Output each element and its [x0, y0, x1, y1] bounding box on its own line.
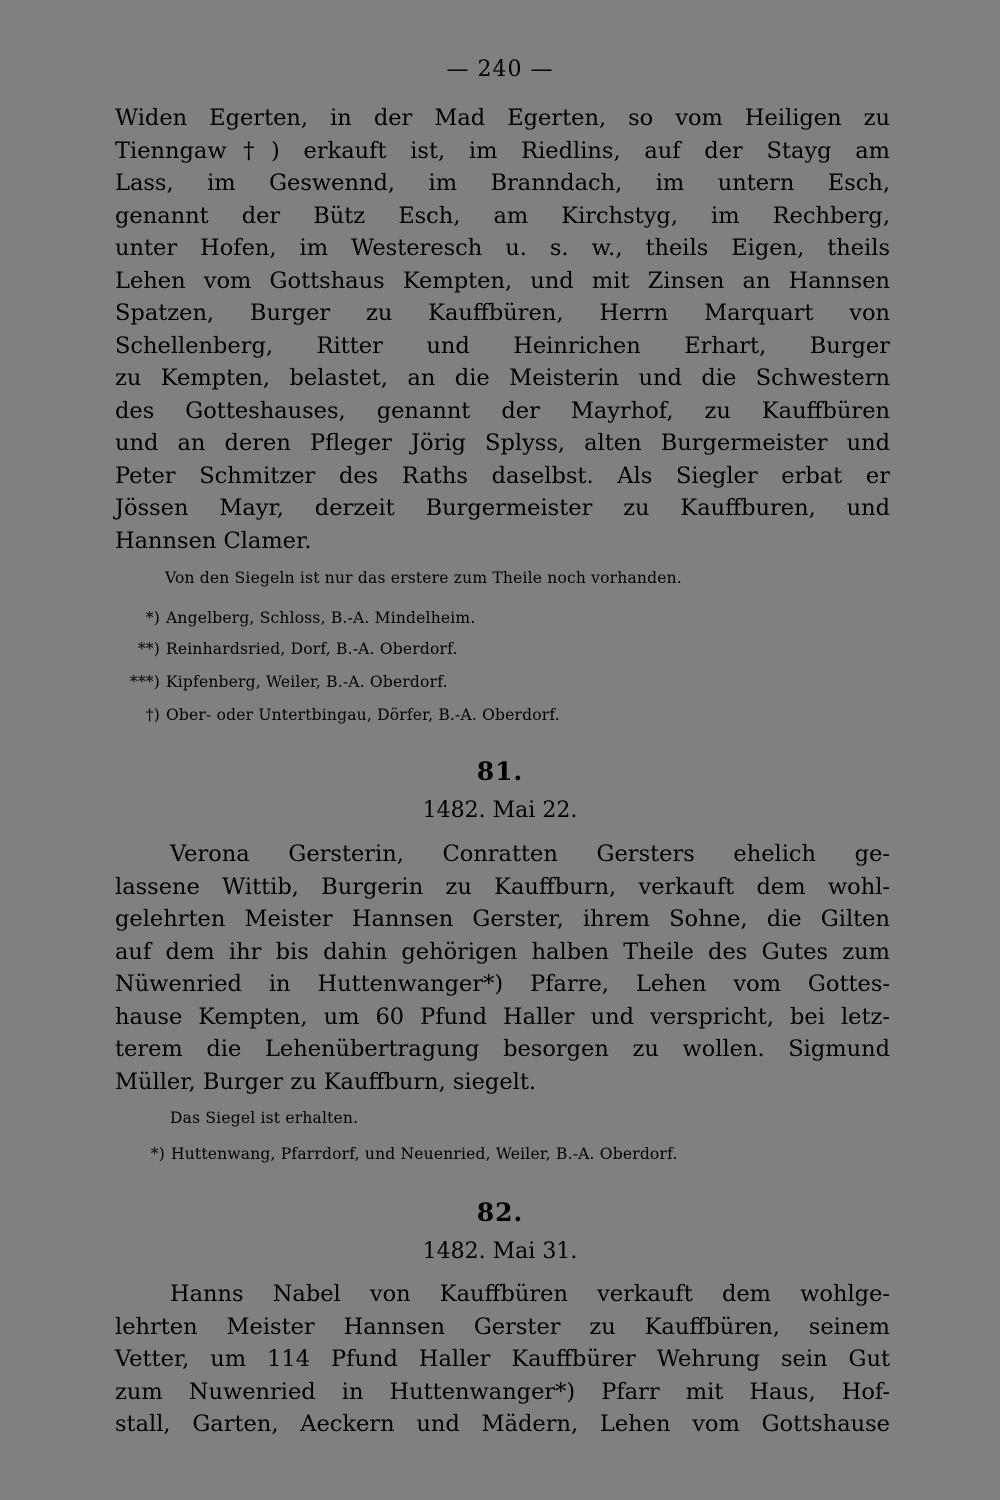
footnote-mark: **) — [137, 640, 160, 658]
text-line: Jössen Mayr, derzeit Burgermeister zu Kauffburen, und — [115, 495, 890, 521]
footnote — [0, 606, 900, 630]
text-line: Müller, Burger zu Kauffburn, siegelt. — [115, 1068, 537, 1095]
text-line: Lehen vom Gottshaus Kempten, und mit Zinsen an Hannsen — [115, 267, 890, 294]
text-line: Spatzen, Burger zu Kauffbüren, Herrn Marquart von — [115, 300, 890, 326]
text-line: lehrten Meister Hannsen Gerster zu Kauffbüren, seinem — [115, 1313, 890, 1340]
text-line: Nüwenried in Huttenwanger*) Pfarre, Lehen vom Gottes- — [115, 971, 890, 997]
text-line: Verona Gersterin, Conratten Gersters ehelich ge- — [170, 841, 890, 867]
text-line: terem die Lehenübertragung besorgen zu wollen. Sigmund — [115, 1036, 890, 1062]
text-line: stall, Garten, Aeckern und Mädern, Lehen vom Gottshause — [115, 1411, 890, 1437]
footnote-text: Ober- oder Untertbingau, Dörfer, B.-A. Oberdorf. — [166, 706, 560, 724]
text-line: lassene Wittib, Burgerin zu Kauffburn, verkauft dem wohl- — [115, 873, 890, 900]
document-number: 82. — [476, 1198, 524, 1227]
document-paragraph — [115, 1278, 890, 1441]
document-number: 81. — [476, 757, 524, 786]
footnote-text: Kipfenberg, Weiler, B.-A. Oberdorf. — [166, 673, 448, 691]
text-line: zum Nuwenried in Huttenwanger*) Pfarr mit Haus, Hof- — [115, 1378, 890, 1405]
text-line: unter Hofen, im Westeresch u. s. w., theils Eigen, theils — [115, 235, 890, 261]
footnote — [0, 670, 900, 694]
text-line: Hannsen Clamer. — [115, 527, 312, 554]
footnote-mark: †) — [145, 706, 160, 724]
page-number: — 240 — — [446, 57, 554, 82]
footnote — [0, 637, 900, 661]
text-line: genannt der Bütz Esch, am Kirchstyg, im Rechberg, — [115, 202, 890, 229]
footnote-text: Huttenwang, Pfarrdorf, und Neuenried, Weiler, B.-A. Oberdorf. — [171, 1145, 678, 1163]
footnote-text: Angelberg, Schloss, B.-A. Mindelheim. — [166, 609, 476, 627]
continuation-paragraph — [115, 102, 890, 557]
footnote — [0, 1142, 900, 1166]
document-date: 1482. Mai 22. — [422, 798, 578, 823]
footnote-mark: *) — [145, 609, 160, 627]
text-line: hause Kempten, um 60 Pfund Haller und verspricht, bei letz- — [115, 1003, 890, 1030]
text-line: Vetter, um 114 Pfund Haller Kauffbürer Wehrung sein Gut — [115, 1346, 890, 1372]
seal-note: Das Siegel ist erhalten. — [170, 1109, 359, 1127]
footnote-mark: ***) — [129, 673, 160, 691]
document-date: 1482. Mai 31. — [422, 1239, 578, 1264]
text-line: Schellenberg, Ritter und Heinrichen Erhart, Burger — [115, 332, 890, 359]
text-line: gelehrten Meister Hannsen Gerster, ihrem Sohne, die Gilten — [115, 906, 890, 932]
text-line: und an deren Pfleger Jörig Splyss, alten Burgermeister und — [115, 430, 890, 456]
footnote-text: Reinhardsried, Dorf, B.-A. Oberdorf. — [166, 640, 458, 658]
text-line: Peter Schmitzer des Raths daselbst. Als Siegler erbat er — [115, 462, 890, 489]
text-line: Tienngaw†) erkauft ist, im Riedlins, auf der Stayg am — [115, 137, 890, 164]
text-line: Hanns Nabel von Kauffbüren verkauft dem wohlge- — [170, 1281, 890, 1307]
seal-note: Von den Siegeln ist nur das erstere zum Theile noch vorhanden. — [165, 569, 682, 587]
text-line: Lass, im Geswennd, im Branndach, im untern Esch, — [115, 170, 890, 196]
text-line: Widen Egerten, in der Mad Egerten, so vom Heiligen zu — [115, 105, 890, 131]
text-line: zu Kempten, belastet, an die Meisterin und die Schwestern — [115, 365, 890, 391]
document-paragraph — [115, 838, 890, 1098]
footnote — [0, 703, 900, 727]
footnote-mark: *) — [150, 1145, 165, 1163]
text-line: auf dem ihr bis dahin gehörigen halben Theile des Gutes zum — [115, 938, 890, 965]
text-line: des Gotteshauses, genannt der Mayrhof, zu Kauffbüren — [115, 397, 890, 424]
